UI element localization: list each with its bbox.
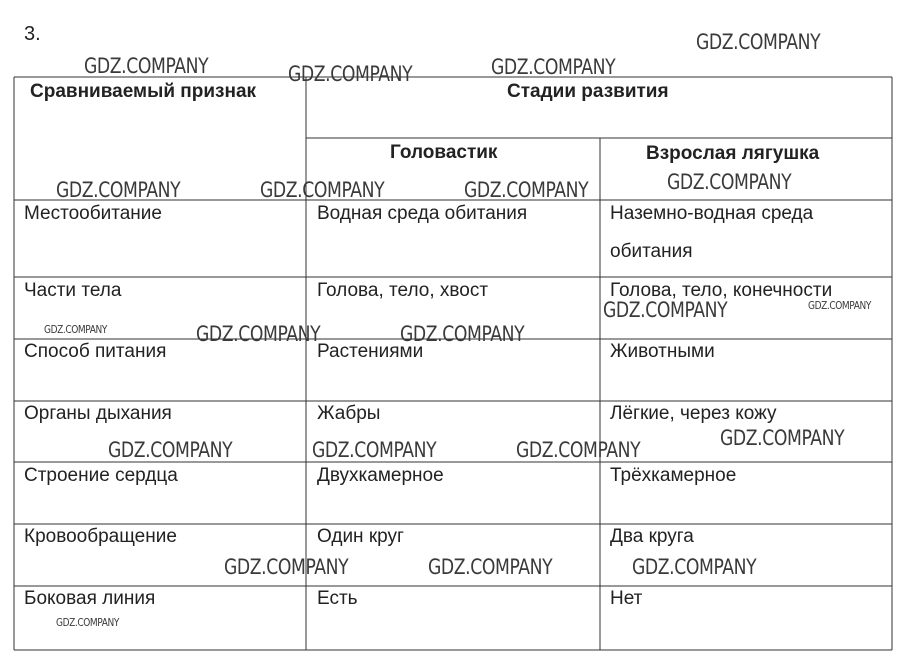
- watermark: GDZ.COMPANY: [808, 299, 871, 312]
- row-habitat-tadpole: Водная среда обитания: [317, 203, 528, 224]
- row-habitat-frog-line2: обитания: [610, 241, 693, 262]
- task-number: 3.: [24, 23, 41, 45]
- row-lateral-line-frog: Нет: [610, 588, 643, 609]
- row-heart-feature: Строение сердца: [24, 465, 178, 486]
- watermark: GDZ.COMPANY: [428, 555, 553, 579]
- header-stages: Стадии развития: [507, 81, 669, 102]
- row-feeding-feature: Способ питания: [24, 341, 167, 362]
- header-frog: Взрослая лягушка: [646, 143, 820, 164]
- watermark: GDZ.COMPANY: [44, 323, 107, 336]
- watermark: GDZ.COMPANY: [260, 178, 385, 202]
- row-circulation-tadpole: Один круг: [317, 526, 404, 547]
- watermark: GDZ.COMPANY: [696, 30, 821, 54]
- watermark: GDZ.COMPANY: [196, 322, 321, 346]
- watermark: GDZ.COMPANY: [516, 438, 641, 462]
- row-feeding-tadpole: Растениями: [317, 341, 424, 362]
- watermark: GDZ.COMPANY: [288, 62, 413, 86]
- row-feeding-frog: Животными: [610, 341, 715, 362]
- header-feature: Сравниваемый признак: [30, 81, 257, 102]
- header-tadpole: Головастик: [390, 142, 498, 163]
- watermark: GDZ.COMPANY: [56, 616, 119, 629]
- watermark: GDZ.COMPANY: [84, 54, 209, 78]
- watermark: GDZ.COMPANY: [224, 555, 349, 579]
- row-breathing-frog: Лёгкие, через кожу: [610, 403, 777, 424]
- row-lateral-line-feature: Боковая линия: [24, 588, 156, 609]
- watermark: GDZ.COMPANY: [464, 178, 589, 202]
- watermark: GDZ.COMPANY: [720, 426, 845, 450]
- watermark: GDZ.COMPANY: [108, 438, 233, 462]
- watermark: GDZ.COMPANY: [632, 555, 757, 579]
- row-habitat-frog-line1: Наземно-водная среда: [610, 203, 814, 224]
- row-body-parts-feature: Части тела: [24, 280, 122, 301]
- watermark: GDZ.COMPANY: [56, 178, 181, 202]
- row-body-parts-frog: Голова, тело, конечности: [610, 280, 833, 301]
- watermark: GDZ.COMPANY: [400, 322, 525, 346]
- watermark: GDZ.COMPANY: [667, 170, 792, 194]
- watermark: GDZ.COMPANY: [312, 438, 437, 462]
- row-habitat-feature: Местообитание: [24, 203, 162, 224]
- row-circulation-frog: Два круга: [610, 526, 694, 547]
- watermark: GDZ.COMPANY: [603, 298, 728, 322]
- row-breathing-feature: Органы дыхания: [24, 403, 172, 424]
- row-lateral-line-tadpole: Есть: [317, 588, 358, 609]
- row-breathing-tadpole: Жабры: [317, 403, 381, 424]
- row-circulation-feature: Кровообращение: [24, 526, 177, 547]
- row-heart-tadpole: Двухкамерное: [317, 465, 444, 486]
- watermark: GDZ.COMPANY: [491, 55, 616, 79]
- row-body-parts-tadpole: Голова, тело, хвост: [317, 280, 489, 301]
- row-heart-frog: Трёхкамерное: [610, 465, 737, 486]
